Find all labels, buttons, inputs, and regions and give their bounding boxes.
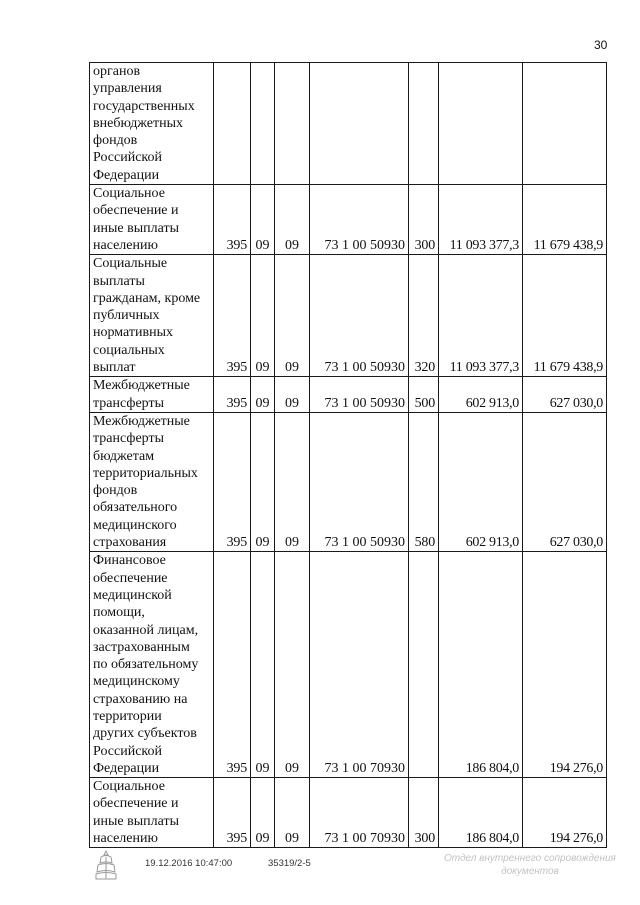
expense-type-cell: 300 bbox=[409, 778, 439, 848]
table-row bbox=[90, 412, 607, 551]
expense-type-cell bbox=[409, 63, 439, 185]
subsection-code-cell bbox=[275, 63, 310, 185]
ministry-code-cell: 395 bbox=[214, 255, 251, 377]
row-name-cell: Социальное обеспечение и иные выплаты населению bbox=[90, 778, 214, 848]
amount-year1-cell bbox=[439, 63, 523, 185]
section-code-cell: 09 bbox=[251, 377, 275, 413]
ministry-code-cell: 395 bbox=[214, 552, 251, 778]
amount-year1-cell: 602 913,0 bbox=[439, 412, 523, 551]
expense-type-cell: 300 bbox=[409, 185, 439, 255]
stamp-line-2: документов bbox=[501, 866, 559, 877]
section-code-cell: 09 bbox=[251, 552, 275, 778]
office-stamp bbox=[444, 852, 616, 878]
target-article-cell: 73 1 00 50930 bbox=[310, 377, 409, 413]
table-body bbox=[90, 63, 607, 848]
footer-doc-number: 35319/2-5 bbox=[268, 858, 311, 869]
amount-year2-cell: 194 276,0 bbox=[523, 552, 607, 778]
row-name-cell: Социальное обеспечение и иные выплаты населению bbox=[90, 185, 214, 255]
page-number: 30 bbox=[594, 38, 608, 52]
section-code-cell bbox=[251, 63, 275, 185]
amount-year1-cell: 186 804,0 bbox=[439, 778, 523, 848]
target-article-cell: 73 1 00 50930 bbox=[310, 255, 409, 377]
subsection-code-cell: 09 bbox=[275, 255, 310, 377]
row-name-cell: органов управления государственных внебюджетных фондов Российской Федерации bbox=[90, 63, 214, 185]
target-article-cell: 73 1 00 70930 bbox=[310, 778, 409, 848]
row-name-cell: Социальные выплаты гражданам, кроме публичных нормативных социальных выплат bbox=[90, 255, 214, 377]
section-code-cell: 09 bbox=[251, 255, 275, 377]
amount-year2-cell: 194 276,0 bbox=[523, 778, 607, 848]
amount-year2-cell: 627 030,0 bbox=[523, 412, 607, 551]
amount-year2-cell bbox=[523, 63, 607, 185]
table-row bbox=[90, 63, 607, 185]
amount-year1-cell: 186 804,0 bbox=[439, 552, 523, 778]
footer bbox=[0, 852, 640, 892]
target-article-cell: 73 1 00 50930 bbox=[310, 412, 409, 551]
ministry-code-cell: 395 bbox=[214, 778, 251, 848]
subsection-code-cell: 09 bbox=[275, 377, 310, 413]
expense-type-cell bbox=[409, 552, 439, 778]
expense-type-cell: 580 bbox=[409, 412, 439, 551]
table-row bbox=[90, 778, 607, 848]
expense-type-cell: 320 bbox=[409, 255, 439, 377]
subsection-code-cell: 09 bbox=[275, 552, 310, 778]
ministry-code-cell: 395 bbox=[214, 185, 251, 255]
target-article-cell bbox=[310, 63, 409, 185]
amount-year2-cell: 627 030,0 bbox=[523, 377, 607, 413]
section-code-cell: 09 bbox=[251, 185, 275, 255]
section-code-cell: 09 bbox=[251, 778, 275, 848]
target-article-cell: 73 1 00 50930 bbox=[310, 185, 409, 255]
stamp-line-1: Отдел внутреннего сопровождения bbox=[444, 853, 616, 864]
table-row bbox=[90, 255, 607, 377]
expense-type-cell: 500 bbox=[409, 377, 439, 413]
amount-year1-cell: 602 913,0 bbox=[439, 377, 523, 413]
table-row bbox=[90, 552, 607, 778]
ministry-code-cell: 395 bbox=[214, 412, 251, 551]
subsection-code-cell: 09 bbox=[275, 778, 310, 848]
row-name-cell: Финансовое обеспечение медицинской помощи, оказанной лицам, застрахованным по обязательному медицинскому страхованию на территории других субъектов Российской Федерации bbox=[90, 552, 214, 778]
ministry-code-cell: 395 bbox=[214, 377, 251, 413]
target-article-cell: 73 1 00 70930 bbox=[310, 552, 409, 778]
subsection-code-cell: 09 bbox=[275, 185, 310, 255]
ministry-code-cell bbox=[214, 63, 251, 185]
amount-year1-cell: 11 093 377,3 bbox=[439, 255, 523, 377]
budget-table bbox=[89, 62, 607, 848]
row-name-cell: Межбюджетные трансферты bbox=[90, 377, 214, 413]
table-row bbox=[90, 185, 607, 255]
amount-year1-cell: 11 093 377,3 bbox=[439, 185, 523, 255]
subsection-code-cell: 09 bbox=[275, 412, 310, 551]
amount-year2-cell: 11 679 438,9 bbox=[523, 185, 607, 255]
amount-year2-cell: 11 679 438,9 bbox=[523, 255, 607, 377]
table-row bbox=[90, 377, 607, 413]
footer-date: 19.12.2016 10:47:00 bbox=[145, 858, 233, 869]
row-name-cell: Межбюджетные трансферты бюджетам территориальных фондов обязательного медицинского страхования bbox=[90, 412, 214, 551]
section-code-cell: 09 bbox=[251, 412, 275, 551]
